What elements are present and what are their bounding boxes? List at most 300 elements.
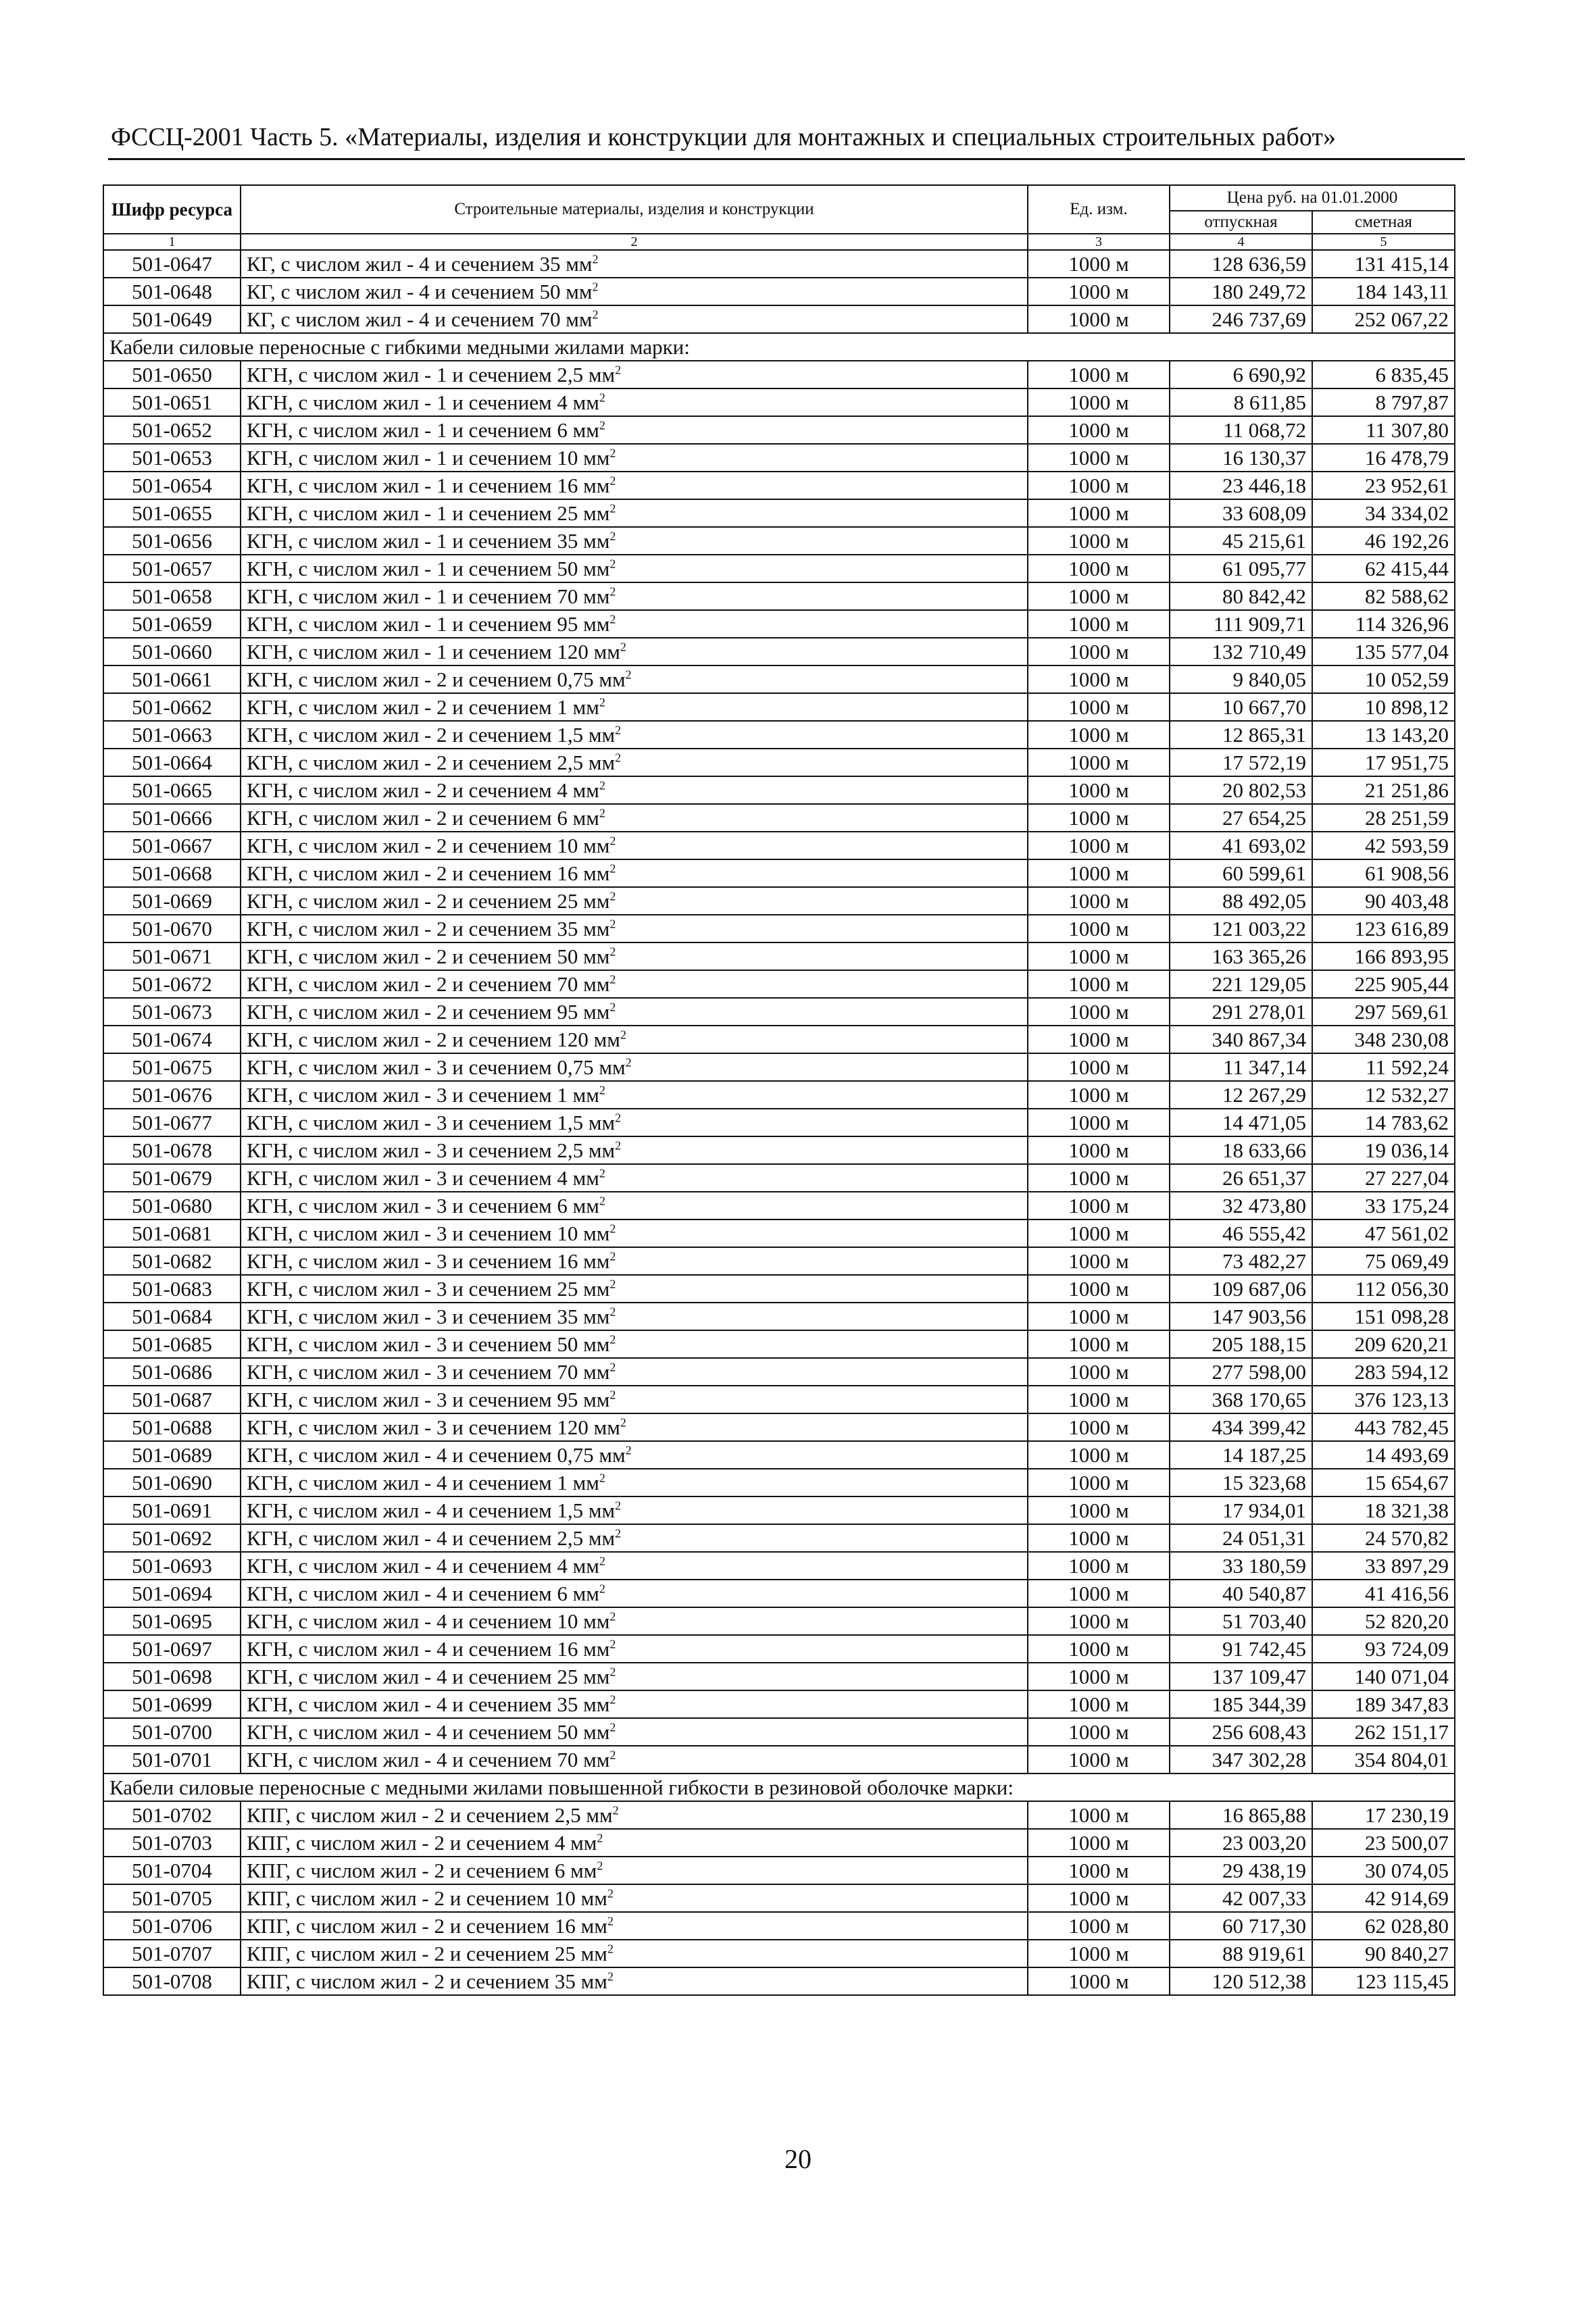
table-row: [103, 1607, 1455, 1635]
row-unit: 1000 м: [1028, 665, 1170, 693]
row-price-estimate: 62 415,44: [1312, 555, 1455, 582]
row-name: [241, 804, 1028, 832]
row-name-text: КГН, с числом жил - 3 и сечением 6 мм: [247, 1194, 599, 1217]
row-price-release: 88 492,05: [1170, 887, 1312, 915]
row-name: [241, 1940, 1028, 1967]
superscript: 2: [609, 612, 616, 626]
row-price-release: 27 654,25: [1170, 804, 1312, 832]
row-name-text: КГН, с числом жил - 4 и сечением 50 мм: [247, 1720, 610, 1744]
row-name: [241, 1219, 1028, 1247]
row-price-estimate: 52 820,20: [1312, 1607, 1455, 1635]
row-price-release: 41 693,02: [1170, 832, 1312, 859]
row-code: 501-0682: [103, 1247, 241, 1275]
row-code: 501-0651: [103, 388, 241, 416]
row-price-release: 132 710,49: [1170, 638, 1312, 665]
table-row: [103, 776, 1455, 804]
row-name: [241, 1192, 1028, 1219]
row-unit: 1000 м: [1028, 444, 1170, 472]
section-row: [103, 1774, 1455, 1801]
row-price-estimate: 112 056,30: [1312, 1275, 1455, 1303]
row-unit: 1000 м: [1028, 638, 1170, 665]
row-price-release: 42 007,33: [1170, 1884, 1312, 1912]
superscript: 2: [620, 640, 626, 654]
row-name-text: КГН, с числом жил - 4 и сечением 1 мм: [247, 1471, 599, 1494]
row-price-estimate: 12 532,27: [1312, 1081, 1455, 1109]
row-code: 501-0665: [103, 776, 241, 804]
table-row: [103, 472, 1455, 499]
row-name: [241, 610, 1028, 638]
row-name: [241, 1081, 1028, 1109]
column-number: 1: [103, 234, 241, 250]
row-price-estimate: 46 192,26: [1312, 527, 1455, 555]
row-price-estimate: 376 123,13: [1312, 1386, 1455, 1413]
row-code: 501-0661: [103, 665, 241, 693]
row-unit: 1000 м: [1028, 1330, 1170, 1358]
row-unit: 1000 м: [1028, 1524, 1170, 1552]
table-row: [103, 1247, 1455, 1275]
row-unit: 1000 м: [1028, 305, 1170, 333]
row-price-release: 111 909,71: [1170, 610, 1312, 638]
superscript: 2: [609, 1748, 616, 1762]
superscript: 2: [609, 529, 616, 543]
row-price-estimate: 27 227,04: [1312, 1164, 1455, 1192]
row-price-estimate: 114 326,96: [1312, 610, 1455, 638]
col-header-name: Строительные материалы, изделия и конструкции: [241, 185, 1028, 234]
row-name: [241, 1884, 1028, 1912]
row-unit: 1000 м: [1028, 1247, 1170, 1275]
superscript: 2: [599, 1166, 605, 1180]
row-code: 501-0703: [103, 1829, 241, 1857]
row-unit: 1000 м: [1028, 1358, 1170, 1386]
row-unit: 1000 м: [1028, 749, 1170, 776]
row-name-text: КГН, с числом жил - 4 и сечением 0,75 мм: [247, 1443, 626, 1467]
column-number: 3: [1028, 234, 1170, 250]
table-row: [103, 1358, 1455, 1386]
row-name: [241, 693, 1028, 721]
row-name-text: КГН, с числом жил - 3 и сечением 95 мм: [247, 1388, 610, 1411]
row-code: 501-0685: [103, 1330, 241, 1358]
superscript: 2: [609, 1277, 616, 1291]
superscript: 2: [599, 1554, 605, 1568]
row-price-release: 18 633,66: [1170, 1136, 1312, 1164]
row-unit: 1000 м: [1028, 250, 1170, 278]
col-header-estimate: сметная: [1312, 211, 1455, 234]
row-price-estimate: 151 098,28: [1312, 1303, 1455, 1330]
row-unit: 1000 м: [1028, 693, 1170, 721]
row-price-estimate: 14 493,69: [1312, 1441, 1455, 1469]
row-code: 501-0667: [103, 832, 241, 859]
row-name-text: КГН, с числом жил - 1 и сечением 10 мм: [247, 446, 610, 470]
row-name: [241, 1053, 1028, 1081]
row-price-release: 368 170,65: [1170, 1386, 1312, 1413]
row-name-text: КГН, с числом жил - 2 и сечением 120 мм: [247, 1028, 620, 1051]
row-unit: 1000 м: [1028, 1164, 1170, 1192]
table-row: [103, 1663, 1455, 1690]
superscript: 2: [625, 668, 632, 682]
row-name: [241, 859, 1028, 887]
row-name: [241, 1857, 1028, 1884]
row-price-estimate: 123 115,45: [1312, 1967, 1455, 1995]
row-name-text: КГН, с числом жил - 4 и сечением 25 мм: [247, 1665, 610, 1688]
row-unit: 1000 м: [1028, 1053, 1170, 1081]
row-price-release: 10 667,70: [1170, 693, 1312, 721]
row-price-estimate: 61 908,56: [1312, 859, 1455, 887]
table-row: [103, 1081, 1455, 1109]
table-row: [103, 1524, 1455, 1552]
row-name: [241, 998, 1028, 1026]
row-price-release: 147 903,56: [1170, 1303, 1312, 1330]
row-unit: 1000 м: [1028, 1413, 1170, 1441]
table-row: [103, 361, 1455, 388]
row-name-text: КГН, с числом жил - 4 и сечением 1,5 мм: [247, 1499, 616, 1522]
row-name: [241, 776, 1028, 804]
row-code: 501-0676: [103, 1081, 241, 1109]
row-name-text: КГН, с числом жил - 3 и сечением 0,75 мм: [247, 1055, 626, 1079]
table-row: [103, 665, 1455, 693]
row-price-estimate: 33 175,24: [1312, 1192, 1455, 1219]
row-unit: 1000 м: [1028, 1192, 1170, 1219]
row-code: 501-0664: [103, 749, 241, 776]
superscript: 2: [625, 1443, 632, 1457]
row-name-text: КПГ, с числом жил - 2 и сечением 35 мм: [247, 1969, 607, 1993]
superscript: 2: [609, 1720, 616, 1734]
row-name-text: КГН, с числом жил - 4 и сечением 2,5 мм: [247, 1526, 616, 1550]
table-row: [103, 1219, 1455, 1247]
table-row: [103, 1718, 1455, 1746]
superscript: 2: [609, 1305, 616, 1319]
row-price-release: 29 438,19: [1170, 1857, 1312, 1884]
row-code: 501-0688: [103, 1413, 241, 1441]
row-name-text: КПГ, с числом жил - 2 и сечением 10 мм: [247, 1886, 607, 1910]
superscript: 2: [607, 1942, 614, 1956]
row-unit: 1000 м: [1028, 1967, 1170, 1995]
row-unit: 1000 м: [1028, 970, 1170, 998]
row-code: 501-0673: [103, 998, 241, 1026]
row-price-release: 16 865,88: [1170, 1801, 1312, 1829]
row-price-release: 163 365,26: [1170, 942, 1312, 970]
row-code: 501-0674: [103, 1026, 241, 1053]
superscript: 2: [597, 1859, 603, 1873]
row-name: [241, 721, 1028, 749]
superscript: 2: [620, 1028, 626, 1042]
row-price-release: 61 095,77: [1170, 555, 1312, 582]
row-price-release: 6 690,92: [1170, 361, 1312, 388]
row-name: [241, 1607, 1028, 1635]
row-price-estimate: 8 797,87: [1312, 388, 1455, 416]
row-unit: 1000 м: [1028, 1940, 1170, 1967]
row-price-estimate: 15 654,67: [1312, 1469, 1455, 1496]
table-row: [103, 1635, 1455, 1663]
row-unit: 1000 м: [1028, 1912, 1170, 1940]
row-price-estimate: 11 592,24: [1312, 1053, 1455, 1081]
row-name-text: КПГ, с числом жил - 2 и сечением 6 мм: [247, 1859, 597, 1882]
row-price-release: 121 003,22: [1170, 915, 1312, 942]
row-name-text: КГН, с числом жил - 3 и сечением 70 мм: [247, 1360, 610, 1384]
superscript: 2: [620, 1415, 626, 1430]
table-row: [103, 1967, 1455, 1995]
superscript: 2: [609, 446, 616, 460]
section-title: Кабели силовые переносные с медными жилами повышенной гибкости в резиновой оболочке марки:: [103, 1774, 1455, 1801]
row-price-estimate: 93 724,09: [1312, 1635, 1455, 1663]
row-unit: 1000 м: [1028, 472, 1170, 499]
table-row: [103, 1192, 1455, 1219]
table-row: [103, 749, 1455, 776]
row-unit: 1000 м: [1028, 832, 1170, 859]
row-price-estimate: 14 783,62: [1312, 1109, 1455, 1136]
superscript: 2: [609, 1222, 616, 1236]
table-row: [103, 970, 1455, 998]
row-code: 501-0668: [103, 859, 241, 887]
row-name-text: КГН, с числом жил - 2 и сечением 70 мм: [247, 972, 610, 996]
row-code: 501-0666: [103, 804, 241, 832]
row-price-release: 205 188,15: [1170, 1330, 1312, 1358]
row-code: 501-0681: [103, 1219, 241, 1247]
row-price-release: 11 347,14: [1170, 1053, 1312, 1081]
table-row: [103, 1053, 1455, 1081]
row-name-text: КГН, с числом жил - 2 и сечением 6 мм: [247, 806, 599, 830]
row-name-text: КГН, с числом жил - 1 и сечением 16 мм: [247, 474, 610, 497]
column-number: 2: [241, 234, 1028, 250]
row-name: [241, 1441, 1028, 1469]
row-price-estimate: 24 570,82: [1312, 1524, 1455, 1552]
row-price-estimate: 47 561,02: [1312, 1219, 1455, 1247]
superscript: 2: [615, 751, 622, 765]
row-price-release: 12 267,29: [1170, 1081, 1312, 1109]
row-unit: 1000 м: [1028, 859, 1170, 887]
superscript: 2: [625, 1055, 632, 1070]
table-row: [103, 1496, 1455, 1524]
row-code: 501-0694: [103, 1580, 241, 1607]
row-price-release: 17 572,19: [1170, 749, 1312, 776]
row-name: [241, 1247, 1028, 1275]
row-name-text: КГН, с числом жил - 1 и сечением 50 мм: [247, 557, 610, 580]
row-name: [241, 942, 1028, 970]
row-name-text: КГН, с числом жил - 1 и сечением 120 мм: [247, 640, 620, 663]
row-name: [241, 416, 1028, 444]
superscript: 2: [615, 1499, 622, 1513]
row-price-release: 277 598,00: [1170, 1358, 1312, 1386]
row-price-estimate: 23 500,07: [1312, 1829, 1455, 1857]
row-price-release: 434 399,42: [1170, 1413, 1312, 1441]
row-name-text: КГН, с числом жил - 2 и сечением 35 мм: [247, 917, 610, 940]
row-price-estimate: 34 334,02: [1312, 499, 1455, 527]
row-name: [241, 915, 1028, 942]
row-code: 501-0702: [103, 1801, 241, 1829]
row-name: [241, 1469, 1028, 1496]
row-code: 501-0660: [103, 638, 241, 665]
row-price-estimate: 131 415,14: [1312, 250, 1455, 278]
table-row: [103, 527, 1455, 555]
superscript: 2: [609, 557, 616, 571]
row-price-estimate: 10 052,59: [1312, 665, 1455, 693]
row-price-release: 17 934,01: [1170, 1496, 1312, 1524]
row-price-estimate: 75 069,49: [1312, 1247, 1455, 1275]
superscript: 2: [609, 1249, 616, 1263]
row-code: 501-0677: [103, 1109, 241, 1136]
row-name: [241, 361, 1028, 388]
row-name: [241, 1413, 1028, 1441]
superscript: 2: [599, 1194, 605, 1208]
row-name: [241, 1967, 1028, 1995]
row-name: [241, 250, 1028, 278]
row-price-estimate: 17 230,19: [1312, 1801, 1455, 1829]
row-name-text: КГН, с числом жил - 2 и сечением 2,5 мм: [247, 751, 616, 774]
row-price-estimate: 283 594,12: [1312, 1358, 1455, 1386]
row-price-release: 256 608,43: [1170, 1718, 1312, 1746]
superscript: 2: [609, 474, 616, 488]
superscript: 2: [609, 1665, 616, 1679]
col-header-unit: Ед. изм.: [1028, 185, 1170, 234]
row-unit: 1000 м: [1028, 278, 1170, 305]
row-code: 501-0701: [103, 1746, 241, 1774]
row-code: 501-0672: [103, 970, 241, 998]
row-code: 501-0692: [103, 1524, 241, 1552]
row-unit: 1000 м: [1028, 361, 1170, 388]
table-row: [103, 638, 1455, 665]
row-price-estimate: 41 416,56: [1312, 1580, 1455, 1607]
column-numbers-row: [103, 234, 1455, 250]
row-unit: 1000 м: [1028, 1857, 1170, 1884]
row-unit: 1000 м: [1028, 1136, 1170, 1164]
table-row: [103, 1746, 1455, 1774]
row-price-release: 80 842,42: [1170, 582, 1312, 610]
row-price-estimate: 62 028,80: [1312, 1912, 1455, 1940]
row-price-release: 32 473,80: [1170, 1192, 1312, 1219]
superscript: 2: [615, 363, 622, 377]
superscript: 2: [599, 418, 605, 432]
row-price-estimate: 42 914,69: [1312, 1884, 1455, 1912]
table-row: [103, 1413, 1455, 1441]
superscript: 2: [599, 1471, 605, 1485]
table-row: [103, 610, 1455, 638]
row-unit: 1000 м: [1028, 804, 1170, 832]
table-row: [103, 388, 1455, 416]
row-code: 501-0659: [103, 610, 241, 638]
table-row: [103, 1026, 1455, 1053]
superscript: 2: [592, 252, 599, 266]
row-name-text: КГН, с числом жил - 4 и сечением 16 мм: [247, 1637, 610, 1661]
row-name-text: КПГ, с числом жил - 2 и сечением 25 мм: [247, 1942, 607, 1965]
row-name-text: КГН, с числом жил - 3 и сечением 120 мм: [247, 1415, 620, 1439]
row-price-release: 60 599,61: [1170, 859, 1312, 887]
header-rule: [108, 158, 1465, 160]
col-header-price-group: Цена руб. на 01.01.2000: [1170, 185, 1455, 211]
row-price-release: 8 611,85: [1170, 388, 1312, 416]
row-price-release: 26 651,37: [1170, 1164, 1312, 1192]
col-header-release: отпускная: [1170, 211, 1312, 234]
superscript: 2: [609, 1388, 616, 1402]
superscript: 2: [609, 1609, 616, 1624]
row-name-text: КГН, с числом жил - 3 и сечением 4 мм: [247, 1166, 599, 1190]
row-name: [241, 1718, 1028, 1746]
row-name: [241, 305, 1028, 333]
row-unit: 1000 м: [1028, 1109, 1170, 1136]
superscript: 2: [599, 1083, 605, 1097]
row-price-release: 12 865,31: [1170, 721, 1312, 749]
row-unit: 1000 м: [1028, 527, 1170, 555]
page-number: 20: [784, 2144, 812, 2174]
row-name: [241, 444, 1028, 472]
row-name-text: КГН, с числом жил - 1 и сечением 6 мм: [247, 418, 599, 442]
column-number: 5: [1312, 234, 1455, 250]
row-name-text: КПГ, с числом жил - 2 и сечением 2,5 мм: [247, 1803, 613, 1827]
superscript: 2: [609, 945, 616, 959]
row-name-text: КГН, с числом жил - 4 и сечением 4 мм: [247, 1554, 599, 1578]
superscript: 2: [597, 1831, 603, 1845]
row-unit: 1000 м: [1028, 998, 1170, 1026]
row-unit: 1000 м: [1028, 1829, 1170, 1857]
row-price-release: 137 109,47: [1170, 1663, 1312, 1690]
row-price-estimate: 135 577,04: [1312, 638, 1455, 665]
row-unit: 1000 м: [1028, 1663, 1170, 1690]
row-price-estimate: 262 151,17: [1312, 1718, 1455, 1746]
table-row: [103, 998, 1455, 1026]
table-row: [103, 1552, 1455, 1580]
row-name: [241, 1746, 1028, 1774]
row-unit: 1000 м: [1028, 388, 1170, 416]
section-row: [103, 333, 1455, 361]
table-row: [103, 1109, 1455, 1136]
row-name-text: КГН, с числом жил - 1 и сечением 25 мм: [247, 501, 610, 525]
row-price-release: 51 703,40: [1170, 1607, 1312, 1635]
row-unit: 1000 м: [1028, 1718, 1170, 1746]
table-row: [103, 1164, 1455, 1192]
row-price-release: 23 003,20: [1170, 1829, 1312, 1857]
row-code: 501-0653: [103, 444, 241, 472]
row-code: 501-0670: [103, 915, 241, 942]
row-name: [241, 1912, 1028, 1940]
row-unit: 1000 м: [1028, 1303, 1170, 1330]
row-code: 501-0684: [103, 1303, 241, 1330]
row-code: 501-0671: [103, 942, 241, 970]
row-name: [241, 1524, 1028, 1552]
row-unit: 1000 м: [1028, 1219, 1170, 1247]
column-number: 4: [1170, 234, 1312, 250]
row-name-text: КГН, с числом жил - 4 и сечением 10 мм: [247, 1609, 610, 1633]
row-price-estimate: 82 588,62: [1312, 582, 1455, 610]
superscript: 2: [609, 917, 616, 931]
superscript: 2: [615, 1138, 622, 1153]
row-unit: 1000 м: [1028, 721, 1170, 749]
row-code: 501-0647: [103, 250, 241, 278]
row-unit: 1000 м: [1028, 1081, 1170, 1109]
row-price-estimate: 443 782,45: [1312, 1413, 1455, 1441]
row-code: 501-0650: [103, 361, 241, 388]
row-unit: 1000 м: [1028, 610, 1170, 638]
superscript: 2: [609, 1000, 616, 1014]
row-unit: 1000 м: [1028, 1496, 1170, 1524]
row-name-text: КГН, с числом жил - 1 и сечением 2,5 мм: [247, 363, 616, 386]
row-price-estimate: 90 403,48: [1312, 887, 1455, 915]
row-code: 501-0679: [103, 1164, 241, 1192]
row-name: [241, 1386, 1028, 1413]
table-row: [103, 804, 1455, 832]
row-name-text: КГН, с числом жил - 1 и сечением 4 мм: [247, 391, 599, 414]
table-row: [103, 278, 1455, 305]
row-price-release: 15 323,68: [1170, 1469, 1312, 1496]
row-name-text: КГН, с числом жил - 3 и сечением 16 мм: [247, 1249, 610, 1273]
col-header-code: Шифр ресурса: [103, 185, 241, 234]
row-name: [241, 665, 1028, 693]
row-unit: 1000 м: [1028, 1469, 1170, 1496]
row-price-estimate: 140 071,04: [1312, 1663, 1455, 1690]
row-code: 501-0658: [103, 582, 241, 610]
row-price-estimate: 28 251,59: [1312, 804, 1455, 832]
table-row: [103, 859, 1455, 887]
table-row: [103, 1580, 1455, 1607]
superscript: 2: [609, 1332, 616, 1347]
table-row: [103, 1801, 1455, 1829]
